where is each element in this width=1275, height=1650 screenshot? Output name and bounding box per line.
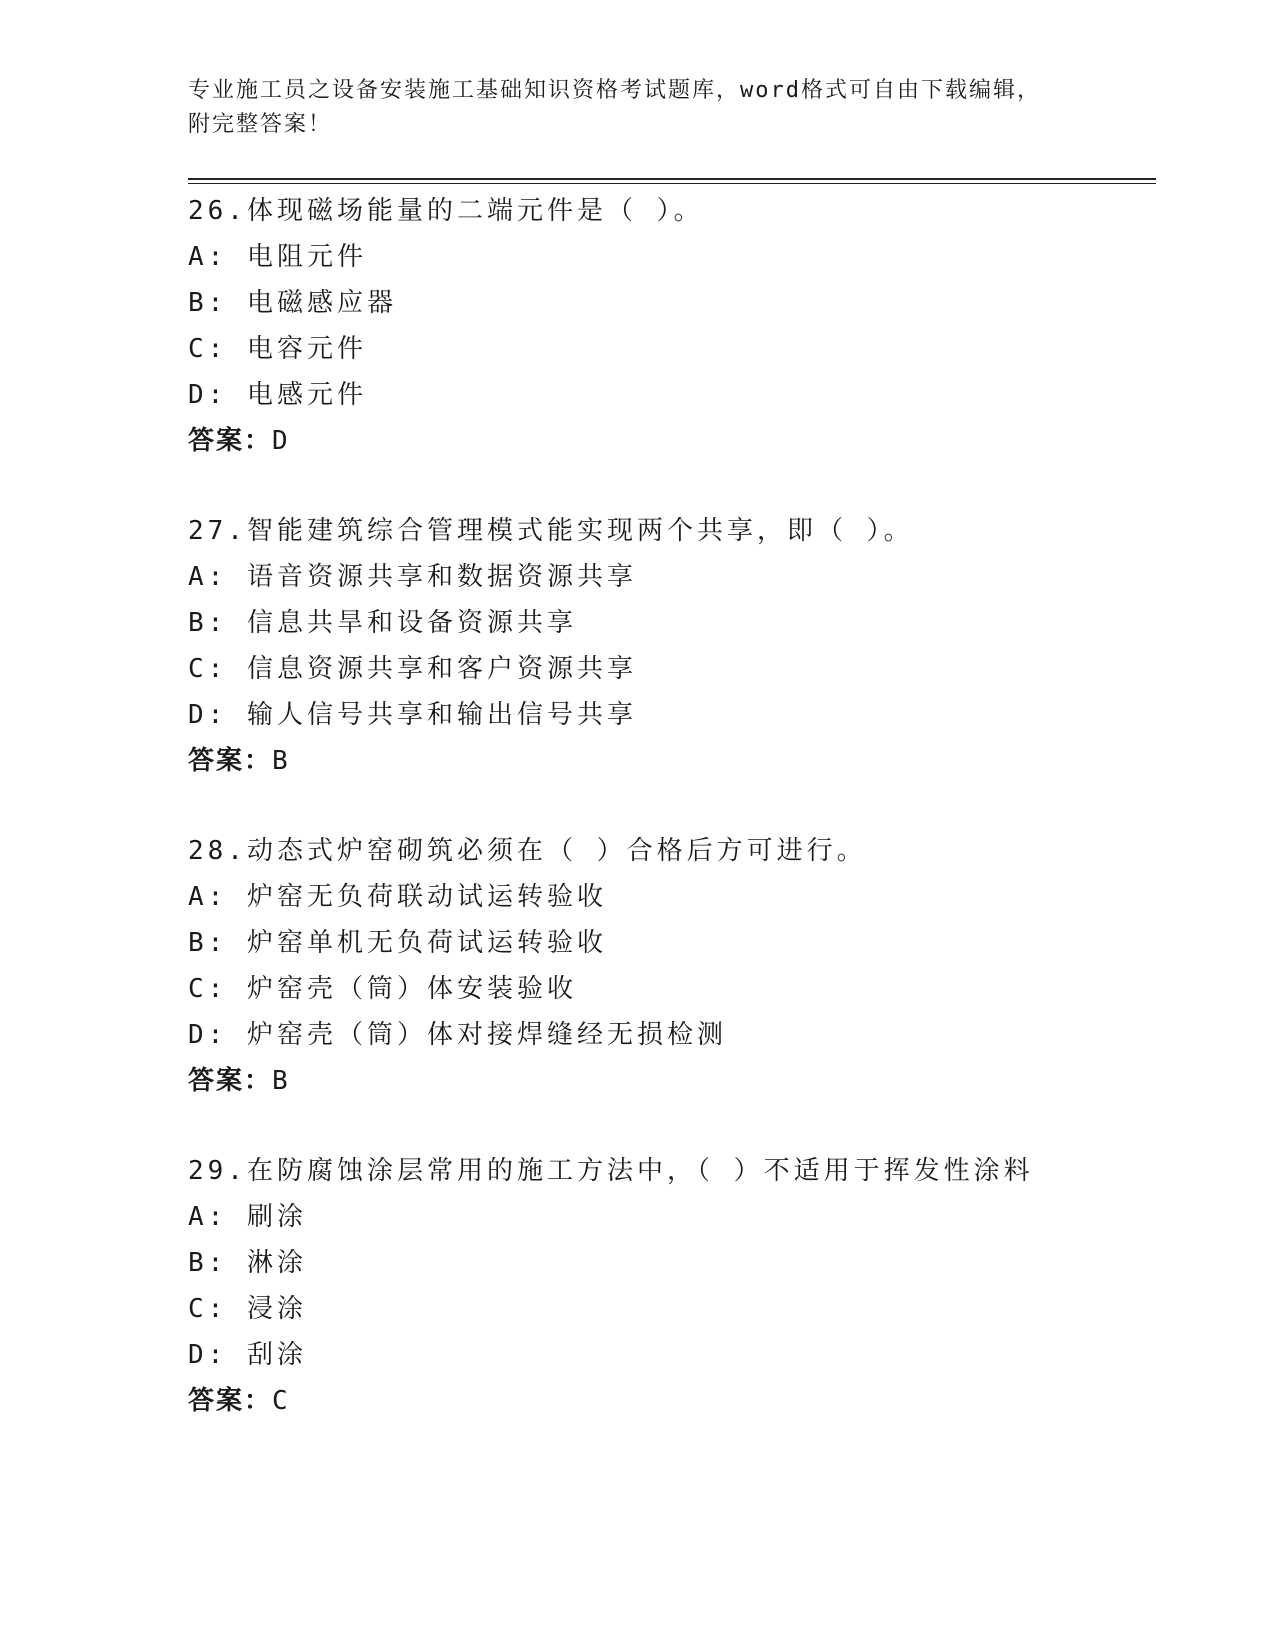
question-26 <box>188 188 1148 508</box>
answer-label: 答案： <box>188 1066 273 1096</box>
answer-value: C <box>272 1386 290 1416</box>
question-27 <box>188 508 1148 828</box>
answer-value: B <box>272 1066 290 1096</box>
option-c: C: 信息资源共享和客户资源共享 <box>188 654 637 684</box>
answer-line <box>188 738 1148 784</box>
option-c: C: 炉窑壳（筒）体安装验收 <box>188 974 577 1004</box>
question-stem: 26.体现磁场能量的二端元件是（ ）。 <box>188 196 704 226</box>
answer-label: 答案： <box>188 1386 273 1416</box>
document-header <box>188 74 1088 142</box>
header-divider-thick <box>188 178 1156 180</box>
answer-label: 答案： <box>188 746 273 776</box>
header-line-1: 专业施工员之设备安装施工基础知识资格考试题库，word格式可自由下载编辑， <box>188 78 1041 103</box>
answer-value: D <box>272 426 290 456</box>
option-d: D: 炉窑壳（筒）体对接焊缝经无损检测 <box>188 1020 727 1050</box>
option-b: B: 信息共旱和设备资源共享 <box>188 608 577 638</box>
option-c: C: 浸涂 <box>188 1294 307 1324</box>
answer-label: 答案： <box>188 426 273 456</box>
answer-value: B <box>272 746 290 776</box>
question-stem: 28.动态式炉窑砌筑必须在（ ）合格后方可进行。 <box>188 836 867 866</box>
question-stem: 27.智能建筑综合管理模式能实现两个共享，即（ ）。 <box>188 516 914 546</box>
option-b: B: 炉窑单机无负荷试运转验收 <box>188 928 607 958</box>
option-c: C: 电容元件 <box>188 334 367 364</box>
option-b: B: 电磁感应器 <box>188 288 397 318</box>
option-a: A: 刷涂 <box>188 1202 307 1232</box>
header-line-2: 附完整答案！ <box>188 112 333 137</box>
answer-line <box>188 418 1148 464</box>
question-list <box>188 188 1148 1468</box>
option-a: A: 语音资源共享和数据资源共享 <box>188 562 637 592</box>
option-d: D: 输人信号共享和输出信号共享 <box>188 700 637 730</box>
question-stem: 29.在防腐蚀涂层常用的施工方法中，（ ）不适用于挥发性涂料 <box>188 1156 1034 1186</box>
question-28 <box>188 828 1148 1148</box>
answer-line <box>188 1378 1148 1424</box>
answer-line <box>188 1058 1148 1104</box>
header-divider-thin <box>188 183 1156 184</box>
option-a: A: 炉窑无负荷联动试运转验收 <box>188 882 607 912</box>
option-d: D: 电感元件 <box>188 380 367 410</box>
option-a: A: 电阻元件 <box>188 242 367 272</box>
question-29 <box>188 1148 1148 1468</box>
option-d: D: 刮涂 <box>188 1340 307 1370</box>
option-b: B: 淋涂 <box>188 1248 307 1278</box>
